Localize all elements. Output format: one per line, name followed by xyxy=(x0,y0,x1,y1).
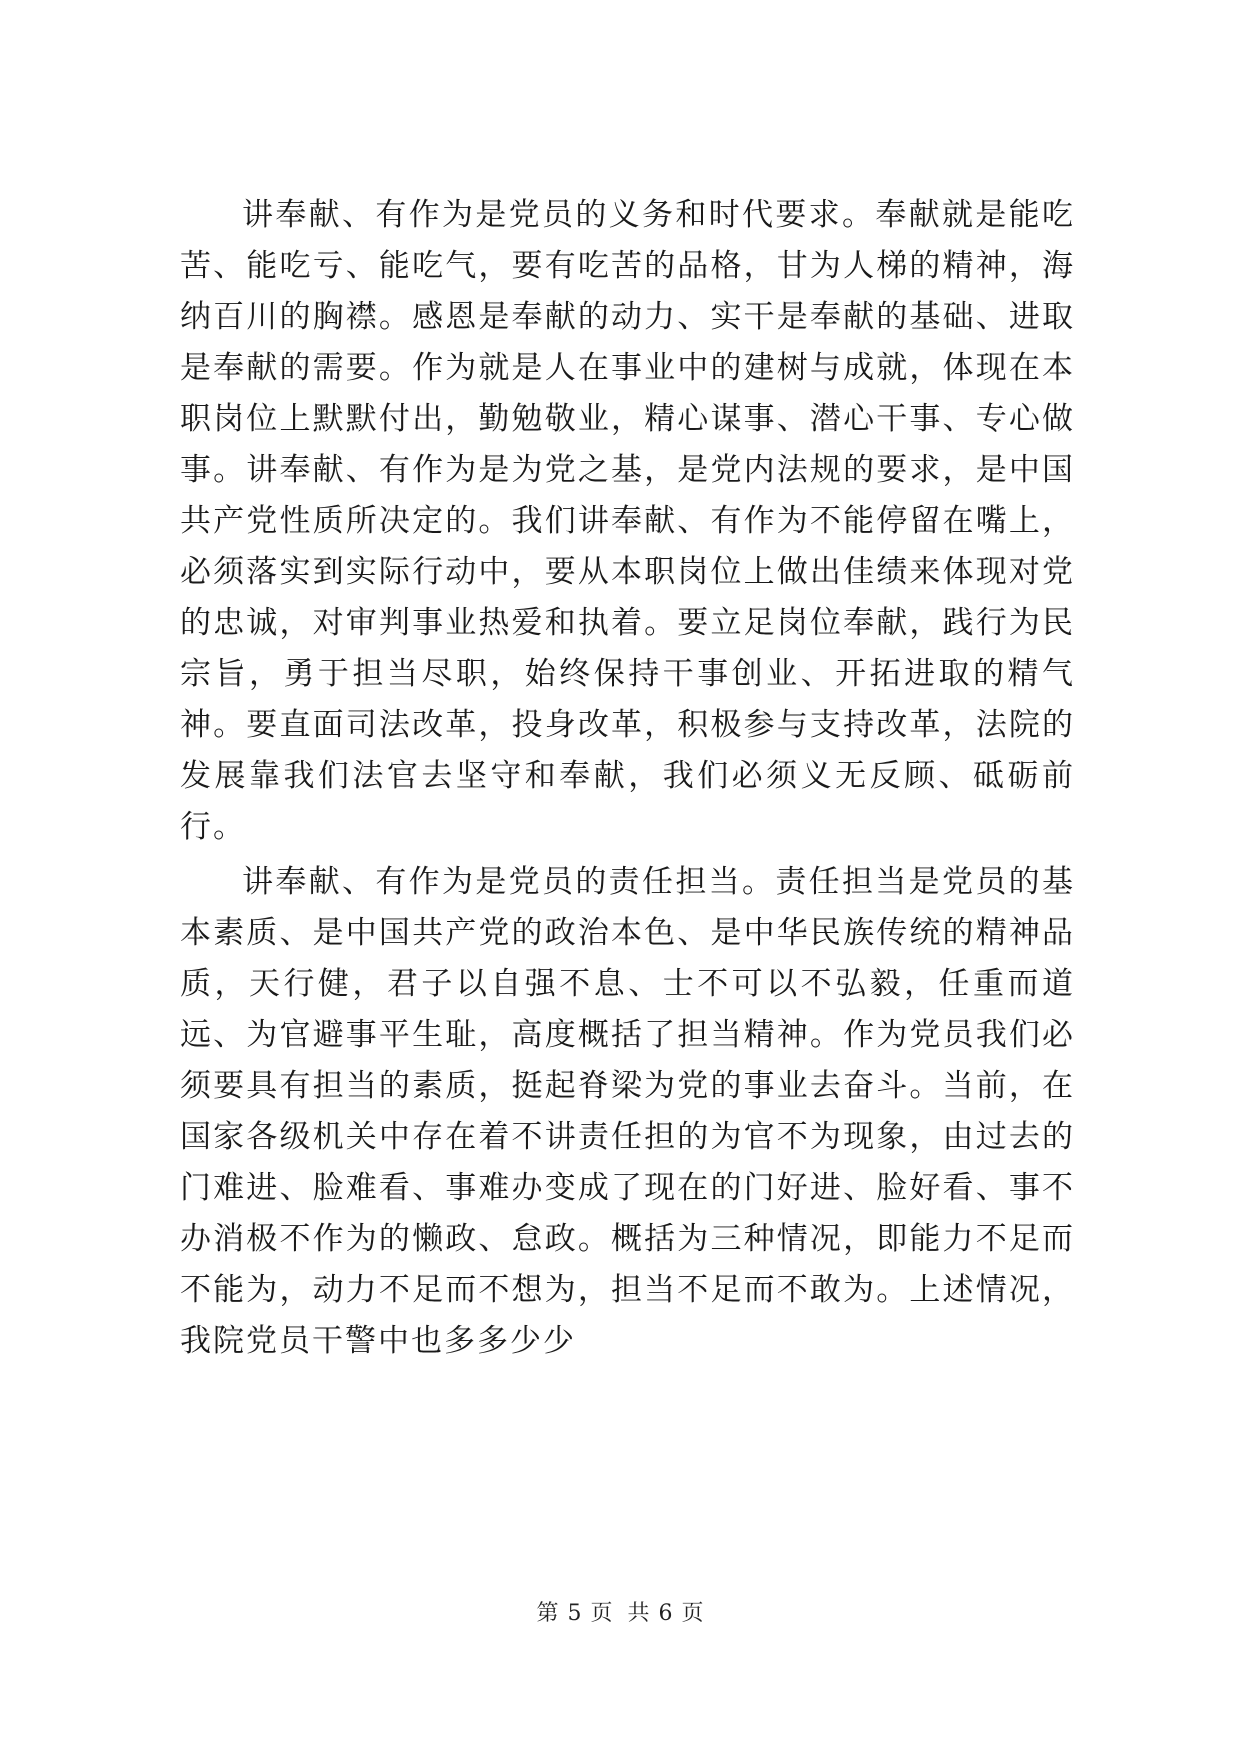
paragraph-1: 讲奉献、有作为是党员的义务和时代要求。奉献就是能吃苦、能吃亏、能吃气，要有吃苦的品格，甘为人梯的精神，海纳百川的胸襟。感恩是奉献的动力、实干是奉献的基础、进取是奉献的需要。作为就是人在事业中的建树与成就，体现在本职岗位上默默付出，勤勉敬业，精心谋事、潜心干事、专心做事。讲奉献、有作为是为党之基，是党内法规的要求，是中国共产党性质所决定的。我们讲奉献、有作为不能停留在嘴上，必须落实到实际行动中，要从本职岗位上做出佳绩来体现对党的忠诚，对审判事业热爱和执着。要立足岗位奉献，践行为民宗旨，勇于担当尽职，始终保持干事创业、开拓进取的精气神。要直面司法改革，投身改革，积极参与支持改革，法院的发展靠我们法官去坚守和奉献，我们必须义无反顾、砥砺前行。 xyxy=(180,197,1075,845)
document-body xyxy=(180,190,1075,1367)
page-total: 共 6 页 xyxy=(627,1601,705,1626)
page-footer xyxy=(0,1596,1241,1627)
page-number: 第 5 页 xyxy=(536,1601,614,1626)
paragraph-2: 讲奉献、有作为是党员的责任担当。责任担当是党员的基本素质、是中国共产党的政治本色、是中华民族传统的精神品质，天行健，君子以自强不息、士不可以不弘毅，任重而道远、为官避事平生耻，高度概括了担当精神。作为党员我们必须要具有担当的素质，挺起脊梁为党的事业去奋斗。当前，在国家各级机关中存在着不讲责任担的为官不为现象，由过去的门难进、脸难看、事难办变成了现在的门好进、脸好看、事不办消极不作为的懒政、怠政。概括为三种情况，即能力不足而不能为，动力不足而不想为，担当不足而不敢为。上述情况，我院党员干警中也多多少少 xyxy=(180,864,1075,1359)
